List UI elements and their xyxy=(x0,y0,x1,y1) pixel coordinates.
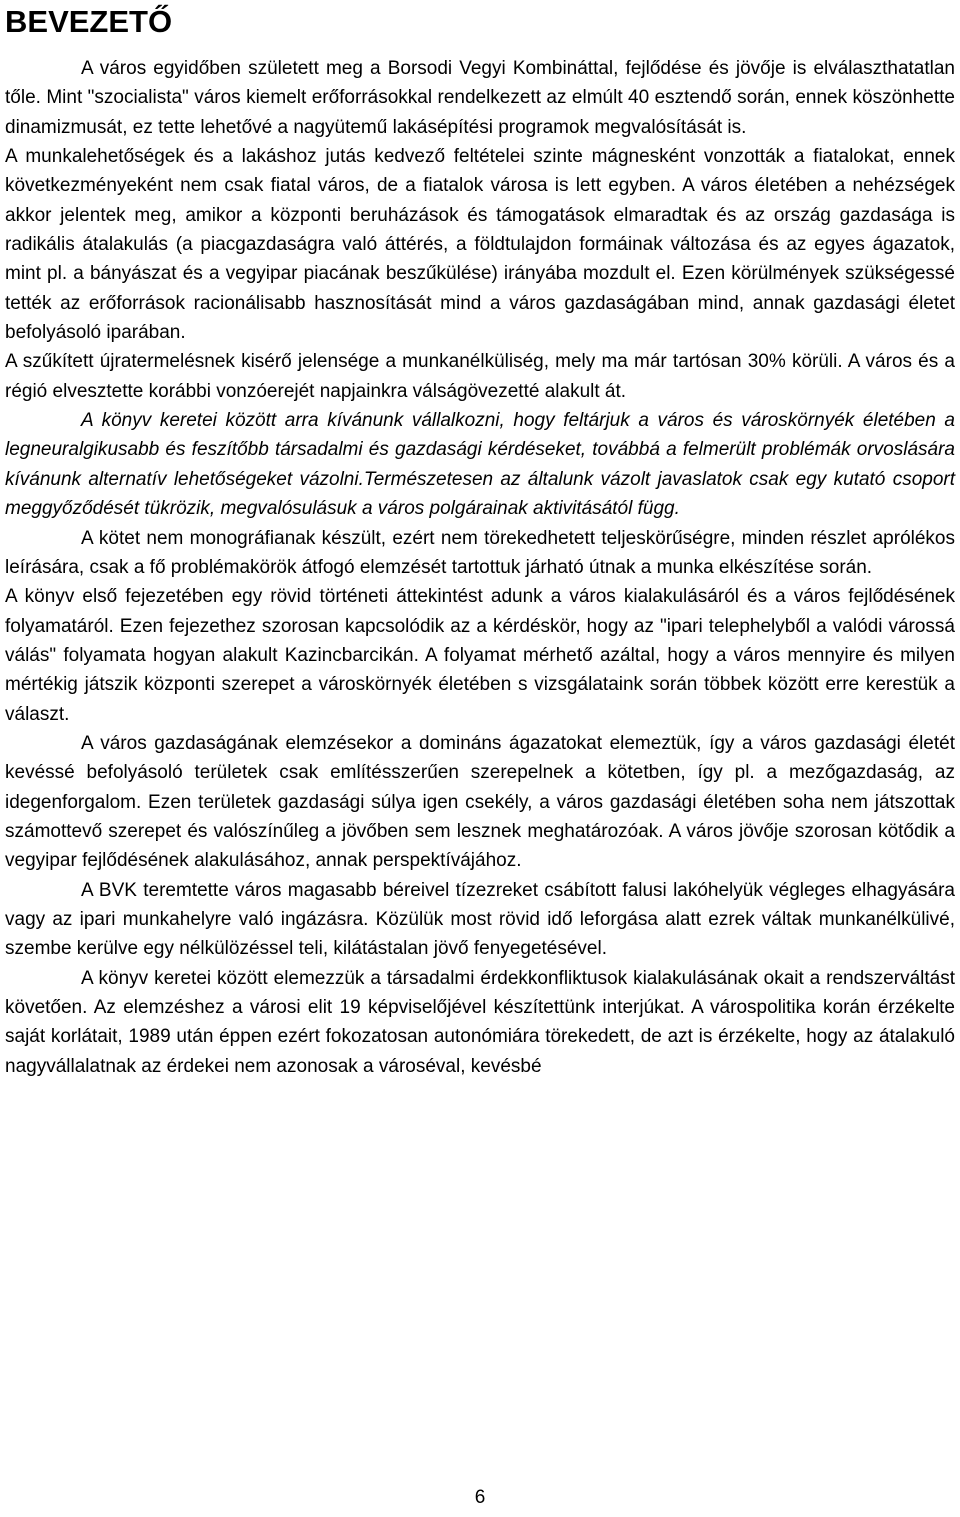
section-title: BEVEZETŐ xyxy=(5,4,173,39)
page-number: 6 xyxy=(474,1487,486,1508)
paragraph-conflicts: A könyv keretei között elemezzük a társadalmi érdekkonfliktusok kialakulásának okait a rendszerváltást követően. Az elemzéshez a városi elit 19 képviselőjével készítettünk interjúkat. A várospolitika korán érzékelte saját korlátait, 1989 után éppen ezért fokozatosan autonómiára törekedett, de azt is érzékelte, hogy az átalakuló nagyvállalatnak az érdekei nem azonosak a városéval, kevésbé xyxy=(5,967,955,1077)
document-page xyxy=(5,0,955,1081)
paragraph-first-chapter: A könyv első fejezetében egy rövid történeti áttekintést adunk a város kialakulásáról és a város fejlődésének folyamatáról. Ezen fejezethez szorosan kapcsolódik az a kérdéskör, hogy az "ipari telephelyből a valódi várossá válás" folyamata hogyan alakult Kazincbarcikán. A folyamat mérhető azáltal, hogy a város mennyire és milyen mértékig játszik központi szerepet a városkörnyék életében s vizsgálataink során többek között erre kerestük a választ. xyxy=(5,586,955,725)
paragraph-book-aims xyxy=(5,406,955,523)
body-text xyxy=(5,54,955,1081)
italic-aims-text-2: Természetesen az általunk vázolt javaslatok csak egy kutató csoport meggyőződését tükrözik, megvalósulásuk a város polgárainak aktivitásától függ. xyxy=(5,468,955,520)
italic-aims-text: A könyv keretei között arra kívánunk vállalkozni, hogy feltárjuk a város és városkörnyék életében a legneuralgikusabb és feszítőbb társadalmi és gazdasági kérdéseket, továbbá a felmerült problémák orvoslására kívánunk alternatív lehetőségeket vázolni. xyxy=(5,410,955,490)
paragraph-economy: A város gazdaságának elemzésekor a domináns ágazatokat elemeztük, így a város gazdasági életét kevéssé befolyásoló területek csak említésszerűen szerepelnek a kötetben, így pl. a mezőgazdaság, az idegenforgalom. Ezen területek gazdasági súlya igen csekély, a város gazdasági életében soha nem játszottak számottevő szerepet és valószínűleg a jövőben sem lesznek meghatározóak. A város jövője szorosan kötődik a vegyipar fejlődésének alakulásához, annak perspektívájához. xyxy=(5,732,955,872)
paragraph-unemployment: A szűkített újratermelésnek kisérő jelensége a munkanélküliség, mely ma már tartósan 30% körüli. A város és a régió elvesztette korábbi vonzóerejét napjainkra válságövezetté alakult át. xyxy=(5,351,955,402)
paragraph-volume: A kötet nem monográfianak készült, ezért nem törekedhetett teljeskörűségre, minden részlet aprólékos leírására, csak a fő problémakörök átfogó elemzését tartottuk járható útnak a munka elkészítése során. xyxy=(5,527,955,578)
paragraph-intro: A város egyidőben született meg a Borsodi Vegyi Kombináttal, fejlődése és jövője is elválaszthatatlan tőle. Mint "szocialista" város kiemelt erőforrásokkal rendelkezett az elmúlt 40 esztendő során, ennek köszönhette dinamizmusát, ez tette lehetővé a nagyütemű lakásépítési programok megvalósítását is. xyxy=(5,58,955,138)
paragraph-bvk: A BVK teremtette város magasabb béreivel tízezreket csábított falusi lakóhelyük végleges elhagyására vagy az ipari munkahelyre való ingázásra. Közülük most rövid idő leforgása alatt ezrek váltak munkanélkülivé, szembe kerülve egy nélkülözéssel teli, kilátástalan jövő fenyegetésével. xyxy=(5,879,955,960)
paragraph-opportunities: A munkalehetőségek és a lakáshoz jutás kedvező feltételei szinte mágnesként vonzották a fiatalokat, ennek következményeként nem csak fiatal város, de a fiatalok városa is lett egyben. A város életében a nehézségek akkor jelentek meg, amikor a központi beruházások és támogatások elmaradtak és az ország gazdasága is radikális átalakulás (a piacgazdaságra való áttérés, a földtulajdon formáinak változása és az egyes ágazatok, mint pl. a bányászat és a vegyipar piacának beszűkülése) irányába mozdult el. Ezen körülmények szükségessé tették az erőforrások racionálisabb hasznosítását mind a város gazdaságában mind, annak gazdasági életet befolyásoló iparában. xyxy=(5,146,955,344)
